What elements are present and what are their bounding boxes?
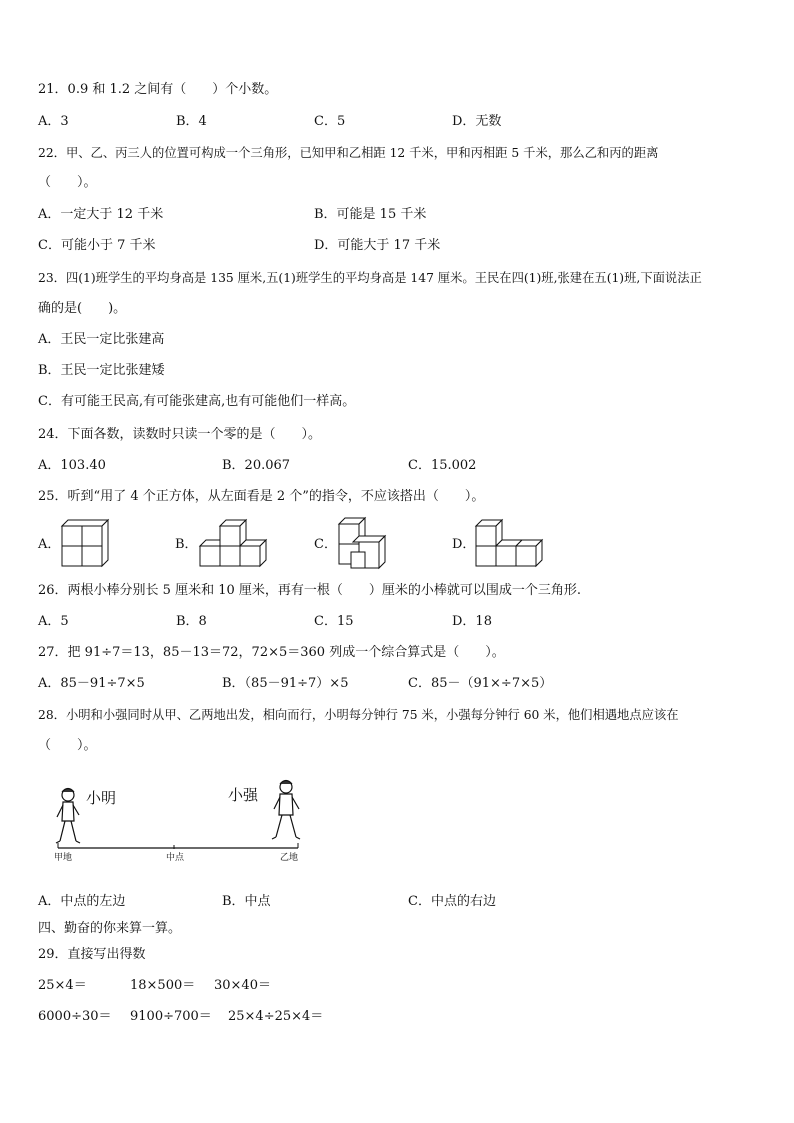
q26-option-c[interactable]: C．15 — [314, 614, 354, 629]
q23-option-c[interactable]: C．有可能王民高,有可能张建高,也有可能他们一样高。 — [38, 394, 356, 409]
q22-option-b[interactable]: B．可能是 15 千米 — [314, 207, 427, 222]
q28-option-c[interactable]: C．中点的右边 — [408, 894, 496, 909]
q27-stem: 27．把 91÷7＝13，85－13＝72，72×5＝360 列成一个综合算式是（ ）。 — [38, 645, 505, 660]
boy-left-figure — [56, 789, 80, 844]
q23-stem-cont: 确的是( )。 — [38, 301, 127, 316]
q23-option-a[interactable]: A．王民一定比张建高 — [38, 332, 165, 347]
q26-option-d[interactable]: D．18 — [452, 614, 492, 629]
q24-option-b[interactable]: B．20.067 — [222, 458, 291, 473]
q21-stem: 21．0.9 和 1.2 之间有（ ）个小数。 — [38, 82, 278, 97]
q24-option-a[interactable]: A．103.40 — [38, 458, 106, 473]
q29-item: 25×4÷25×4＝ — [228, 1009, 324, 1024]
q27-option-a[interactable]: A．85－91÷7×5 — [38, 676, 145, 691]
q25-figure-c — [337, 516, 391, 572]
q28-name-xiaoqiang: 小强 — [228, 786, 259, 804]
q21-option-c[interactable]: C．5 — [314, 114, 346, 129]
q29-item: 18×500＝ — [130, 978, 196, 993]
q26-stem: 26．两根小棒分别长 5 厘米和 10 厘米，再有一根（ ）厘米的小棒就可以围成一个三角形. — [38, 583, 582, 598]
boy-right-figure — [272, 781, 300, 840]
q25-option-c[interactable]: C． — [314, 537, 337, 552]
q25-figure-d — [474, 518, 546, 570]
q22-option-a[interactable]: A．一定大于 12 千米 — [38, 207, 164, 222]
q29-item: 25×4＝ — [38, 978, 87, 993]
q22-stem-cont: （ ）。 — [38, 175, 97, 190]
q21-option-d[interactable]: D．无数 — [452, 114, 502, 129]
q22-option-c[interactable]: C．可能小于 7 千米 — [38, 238, 156, 253]
q22-stem: 22．甲、乙、丙三人的位置可构成一个三角形，已知甲和乙相距 12 千米，甲和丙相距 5 千米，那么乙和丙的距离 — [38, 146, 659, 160]
q29-item: 6000÷30＝ — [38, 1009, 112, 1024]
q22-option-d[interactable]: D．可能大于 17 千米 — [314, 238, 441, 253]
q25-figure-b — [198, 520, 270, 570]
q26-option-b[interactable]: B．8 — [176, 614, 207, 629]
q25-option-a[interactable]: A． — [38, 537, 61, 552]
q28-option-b[interactable]: B．中点 — [222, 894, 271, 909]
q23-option-b[interactable]: B．王民一定比张建矮 — [38, 363, 165, 378]
q24-stem: 24．下面各数，读数时只读一个零的是（ ）。 — [38, 427, 322, 442]
q28-label-start: 甲地 — [54, 853, 73, 863]
q26-option-a[interactable]: A．5 — [38, 614, 69, 629]
section-title: 四、勤奋的你来算一算。 — [38, 921, 182, 936]
q29-stem: 29．直接写出得数 — [38, 947, 146, 962]
q28-stem: 28．小明和小强同时从甲、乙两地出发，相向而行，小明每分钟行 75 米，小强每分钟行 60 米，他们相遇地点应该在 — [38, 708, 679, 722]
q21-option-b[interactable]: B．4 — [176, 114, 207, 129]
q29-item: 30×40＝ — [214, 978, 271, 993]
q24-option-c[interactable]: C．15.002 — [408, 458, 477, 473]
q28-name-xiaoming: 小明 — [86, 789, 117, 807]
q29-item: 9100÷700＝ — [130, 1009, 212, 1024]
q27-option-c[interactable]: C．85－（91×÷7×5） — [408, 676, 553, 691]
q27-option-b[interactable]: B．（85－91÷7）×5 — [222, 676, 349, 691]
q28-label-end: 乙地 — [280, 853, 299, 863]
q25-option-b[interactable]: B． — [175, 537, 198, 552]
q28-option-a[interactable]: A．中点的左边 — [38, 894, 126, 909]
q21-option-a[interactable]: A．3 — [38, 114, 69, 129]
q25-option-d[interactable]: D． — [452, 537, 476, 552]
q25-figure-a — [60, 518, 110, 568]
q28-label-mid: 中点 — [166, 853, 185, 863]
q25-stem: 25．听到“用了 4 个正方体，从左面看是 2 个”的指令，不应该搭出（ ）。 — [38, 489, 485, 504]
q23-stem: 23．四(1)班学生的平均身高是 135 厘米,五(1)班学生的平均身高是 147 厘米。王民在四(1)班,张建在五(1)班,下面说法正 — [38, 271, 702, 285]
q28-stem-cont: （ ）。 — [38, 738, 97, 753]
